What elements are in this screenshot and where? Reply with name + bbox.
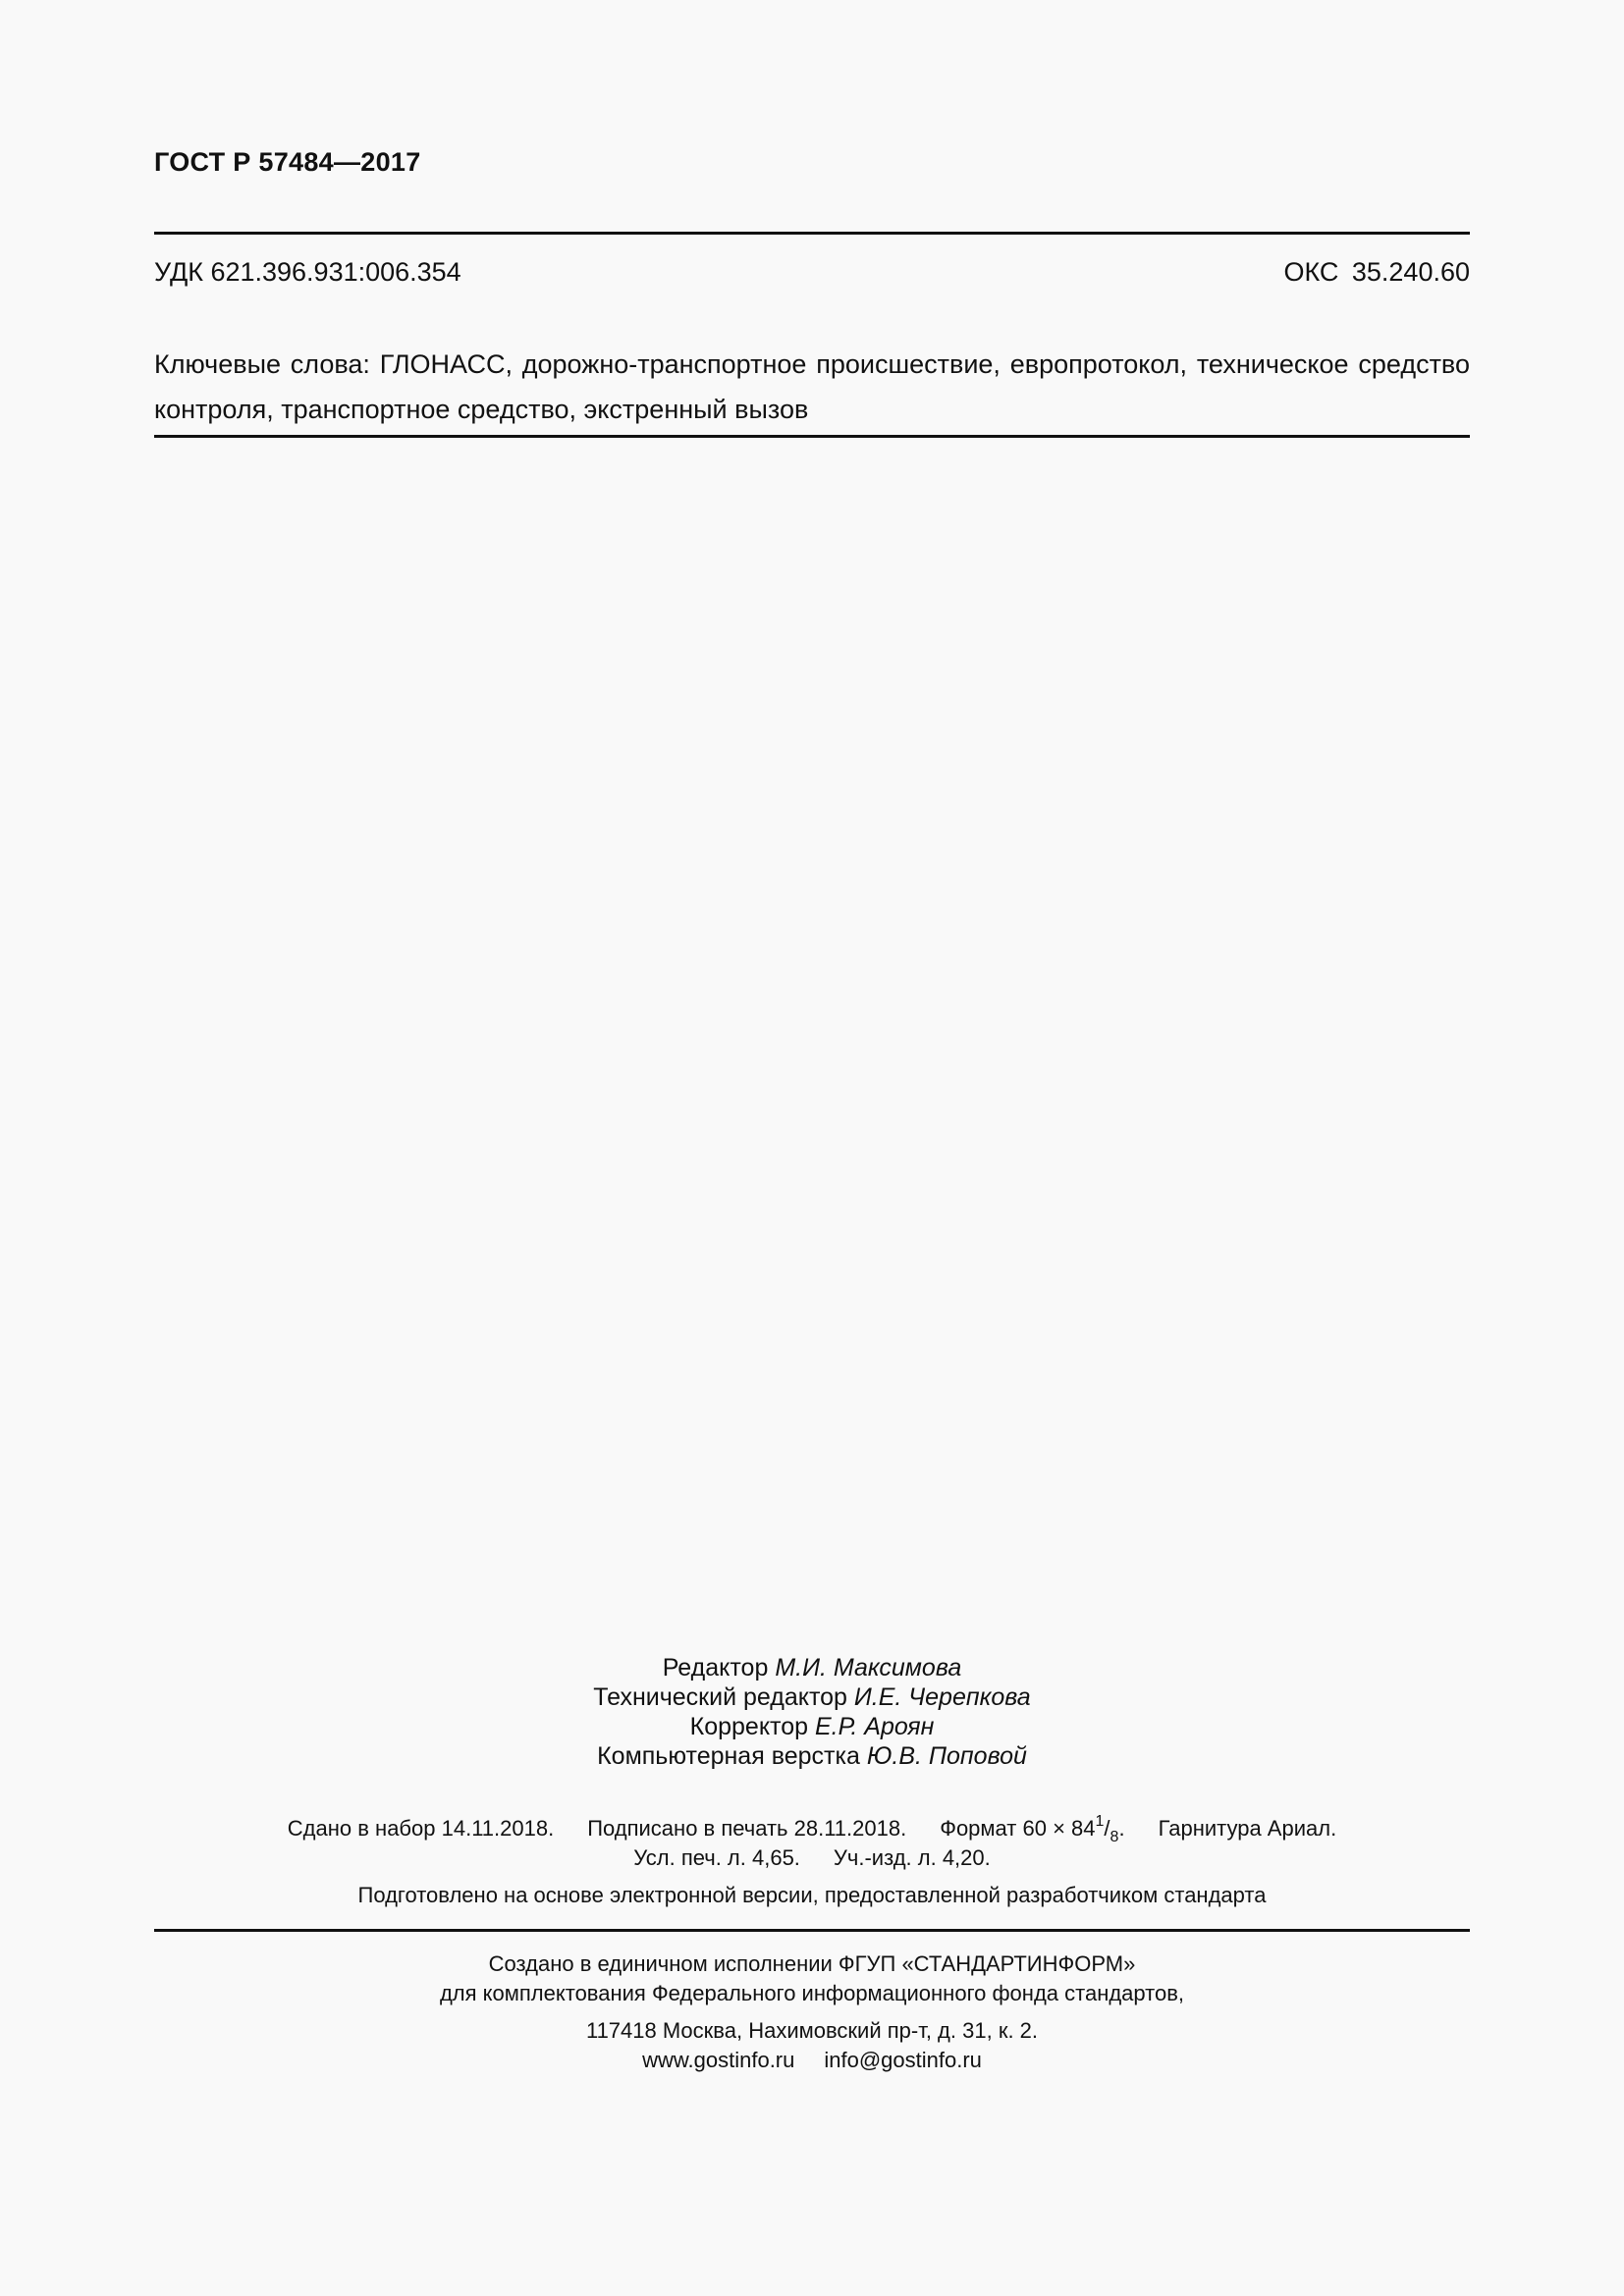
format-denominator: 8 [1110,1829,1119,1845]
format-prefix: Формат 60 × 84 [940,1816,1096,1841]
publisher-block [154,1949,1470,2075]
keywords-paragraph: Ключевые слова: ГЛОНАСС, дорожно-транспортное происшествие, европротокол, техническое средство контроля, транспортное средство, экстренный вызов [154,349,1470,424]
publisher-contacts [154,2046,1470,2075]
publisher-line-1: Создано в единичном исполнении ФГУП «СТАНДАРТИНФОРМ» [488,1951,1136,1976]
format-numerator: 1 [1095,1813,1105,1830]
credit-proofreader [154,1712,1470,1741]
credit-name: М.И. Максимова [775,1654,962,1682]
email-link[interactable]: info@gostinfo.ru [824,2048,982,2072]
publisher-sheets: Уч.-изд. л. 4,20. [833,1845,991,1870]
printed-sheets: Усл. печ. л. 4,65. [633,1845,800,1870]
udk-code: УДК 621.396.931:006.354 [154,257,461,287]
credit-name: И.Е. Черепкова [853,1683,1031,1711]
imprint-line-2 [154,1843,1470,1873]
website-link[interactable]: www.gostinfo.ru [642,2048,795,2072]
signed-for-print: Подписано в печать 28.11.2018. [587,1816,907,1841]
credit-role: Технический редактор [593,1683,847,1711]
publisher-divider [154,1929,1470,1932]
oks-code: ОКС 35.240.60 [1283,257,1470,287]
keywords-divider [154,435,1470,438]
imprint-block [154,1814,1470,1873]
credit-technical-editor [154,1682,1470,1712]
credits-block [154,1653,1470,1771]
credit-role: Корректор [689,1713,809,1740]
credit-role: Редактор [662,1654,769,1682]
credit-name: Е.Р. Ароян [814,1713,935,1740]
prepared-note: Подготовлено на основе электронной версии, предоставленной разработчиком стандарта [357,1883,1267,1907]
credit-layout [154,1741,1470,1771]
credit-role: Компьютерная верстка [597,1742,860,1770]
credit-name: Ю.В. Поповой [866,1742,1027,1770]
standard-designation: ГОСТ Р 57484—2017 [154,147,421,177]
top-divider [154,232,1470,235]
sent-to-typeset: Сдано в набор 14.11.2018. [287,1816,555,1841]
publisher-address: 117418 Москва, Нахимовский пр-т, д. 31, к. 2. [585,2018,1039,2043]
typeface: Гарнитура Ариал. [1158,1816,1337,1841]
imprint-line-1: Сдано в набор 14.11.2018. Подписано в печать 28.11.2018. Формат $60 \times 84^1/_8$. Гарнитура Ариал. [287,1813,1337,1845]
format-suffix: . [1118,1816,1125,1841]
publisher-line-2: для комплектования Федерального информационного фонда стандартов, [439,1981,1185,2005]
credit-editor [154,1653,1470,1682]
